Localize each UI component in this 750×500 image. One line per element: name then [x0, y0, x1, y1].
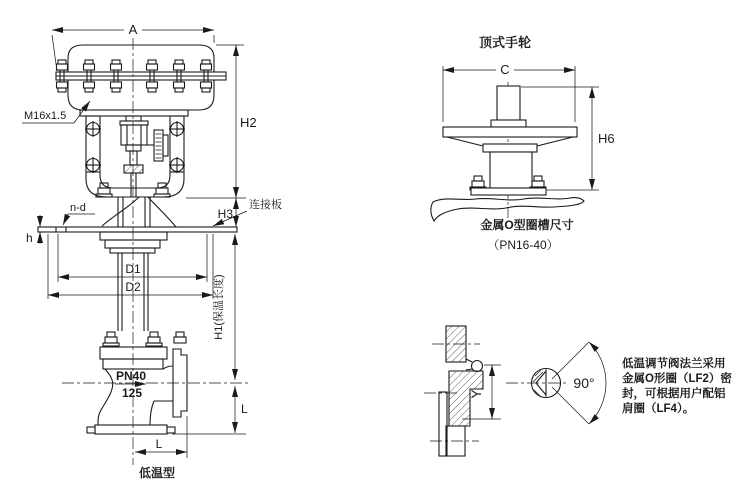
- note-line-1: 低温调节阀法兰采用: [622, 358, 726, 370]
- handwheel-assembly: [431, 86, 584, 221]
- note-line-2: 金属O形圈（LF2）密: [622, 373, 732, 385]
- dim-h-label: h: [26, 231, 33, 245]
- dim-nd-label: n-d: [70, 202, 86, 214]
- dim-h1-label: H1(保温长度): [213, 274, 225, 340]
- actuator-housing: [56, 45, 226, 110]
- groove-magnified-detail: [506, 342, 606, 424]
- dim-d2-label: D2: [125, 280, 141, 294]
- rating-flow-marking: [115, 369, 146, 400]
- dim-d1-label: D1: [125, 262, 141, 276]
- dim-h3-label: H3: [217, 207, 233, 221]
- dn-size-label: 125: [121, 386, 143, 400]
- dim-h2-label: H2: [240, 115, 257, 130]
- dimension-l-horizontal: [135, 416, 187, 458]
- stem-nut: [124, 165, 143, 173]
- dim-l-horiz-label: L: [155, 437, 163, 451]
- pn-rating-label: PN40: [115, 369, 147, 383]
- dimension-h2: [186, 45, 257, 198]
- oring-circle: [472, 361, 483, 372]
- dimension-nd: [63, 202, 95, 225]
- oring-caption-line1: 金属O型圈槽尺寸: [480, 218, 574, 232]
- connection-plate: [38, 227, 237, 232]
- plate-label: 连接板: [249, 199, 282, 211]
- travel-indicator-scale: [147, 130, 168, 161]
- dim-h6-label: H6: [598, 131, 615, 146]
- note-line-4: 肩圈（LF4）。: [622, 403, 695, 415]
- dim-a-label: A: [128, 22, 138, 37]
- dimension-l-vertical: [172, 386, 248, 434]
- yoke-assembly: [80, 110, 188, 227]
- oring-caption-line2: （PN16-40）: [487, 238, 559, 252]
- dimension-d1: [58, 234, 207, 282]
- lf-seal-note: [622, 356, 732, 415]
- lowtemp-caption: 低温型: [138, 466, 176, 480]
- dim-c-label: C: [500, 62, 510, 77]
- angle-label: 90°: [573, 375, 595, 391]
- dimension-h1: [211, 234, 235, 380]
- handwheel-title: 顶式手轮: [478, 35, 532, 50]
- dim-l-vert-label: L: [241, 402, 248, 416]
- valve-body: [62, 332, 248, 434]
- dim-y-label: Y: [468, 389, 484, 399]
- valve-main-view: [22, 22, 282, 480]
- note-line-3: 封，可根据用户配铝: [622, 388, 726, 400]
- handwheel-view: [431, 35, 615, 252]
- oring-groove-detail: [424, 326, 732, 456]
- thread-label: M16x1.5: [24, 110, 67, 122]
